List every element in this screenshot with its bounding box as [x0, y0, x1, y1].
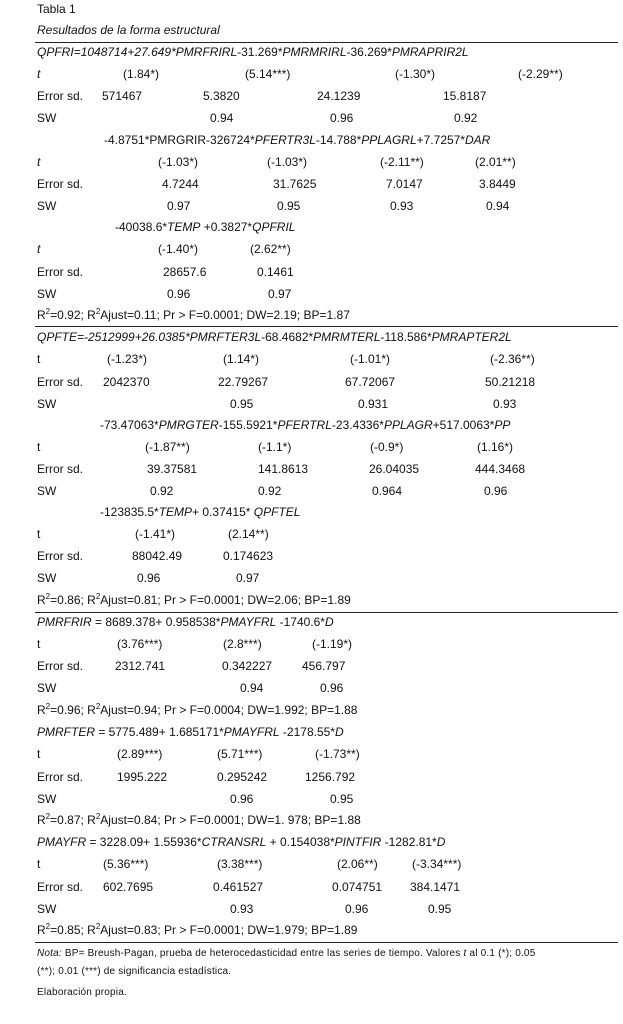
row-label-sw: SW — [37, 902, 57, 916]
fit-stats: $R^2=0.87$; $R^2Ajust=0.84$; Pr > F=0.0001; DW=1. 978; BP=1.88 — [37, 812, 361, 827]
sw-value: 0.931 — [358, 397, 389, 411]
error-value: 0.295242 — [217, 770, 268, 784]
row-label-sw: SW — [37, 792, 57, 806]
sw-value: 0.94 — [240, 681, 264, 695]
t-value: (2.14**) — [228, 527, 269, 541]
eq-qpfri-line3: -40038.6*TEMP +0.3827*QPFRIL — [115, 220, 296, 234]
t-value: (-1.03*) — [158, 155, 199, 169]
error-value: 0.174623 — [223, 549, 274, 563]
sw-value: 0.94 — [210, 111, 234, 125]
sw-value: 0.95 — [428, 902, 452, 916]
row-label-error: Error sd. — [37, 177, 84, 191]
t-value: (2.89***) — [117, 747, 163, 761]
row-label-sw: SW — [37, 484, 57, 498]
t-value: (-1.03*) — [267, 155, 308, 169]
error-value: 3.8449 — [479, 177, 516, 191]
sw-value: 0.95 — [277, 199, 301, 213]
error-value: 1995.222 — [117, 770, 168, 784]
table-caption: Resultados de la forma estructural — [37, 23, 220, 37]
error-value: 5.3820 — [203, 89, 240, 103]
t-value: (2.62**) — [250, 242, 291, 256]
error-value: 4.7244 — [162, 177, 199, 191]
error-value: 22.79267 — [218, 375, 269, 389]
error-value: 0.342227 — [222, 659, 273, 673]
sw-value: 0.97 — [236, 571, 260, 585]
fit-stats: $R^2=0.86$; $R^2Ajust=0.81$; Pr > F=0.0001; DW=2.06; BP=1.89 — [37, 592, 351, 607]
sw-value: 0.95 — [330, 792, 354, 806]
row-label-error: Error sd. — [37, 265, 84, 279]
error-value: 31.7625 — [273, 177, 317, 191]
eq-qpfri-line2: -4.8751*PMRGRIR-326724*PFERTR3L-14.788*PPLAGRL+7.7257*DAR — [104, 133, 491, 147]
error-value: 2042370 — [103, 375, 150, 389]
row-label-error: Error sd. — [37, 89, 84, 103]
t-value: (-1.01*) — [350, 352, 391, 366]
t-value: (-0.9*) — [370, 440, 404, 454]
t-value: (-1.23*) — [107, 352, 148, 366]
row-label-t: t — [37, 352, 41, 366]
table-source: Elaboración propia. — [37, 987, 127, 998]
sw-value: 0.97 — [268, 287, 292, 301]
fit-stats: $R^2=0.92$; $R^2Ajust=0.11$; Pr > F=0.0001; DW=2.19; BP=1.87 — [37, 307, 350, 322]
error-value: 7.0147 — [386, 177, 423, 191]
row-label-t: t — [37, 527, 41, 541]
t-value: (2.06**) — [337, 857, 378, 871]
row-label-sw: SW — [37, 287, 57, 301]
eq-qpfte-line1: QPFTE=-2512999+26.0385*PMRFTER3L-68.4682*PMRMTERL-118.586*PMRAPTER2L — [37, 330, 512, 344]
bottom-rule — [35, 942, 618, 943]
t-value: (2.01**) — [475, 155, 516, 169]
t-value: (-1.40*) — [158, 242, 199, 256]
t-value: (-3.34***) — [412, 857, 462, 871]
sw-value: 0.95 — [230, 397, 254, 411]
eq-qpfri-line1: QPFRI=1048714+27.649*PMRFRIRL-31.269*PMRMRIRL-36.269*PMRAPRIR2L — [37, 45, 469, 59]
error-value: 88042.49 — [132, 549, 183, 563]
row-label-t: t — [37, 637, 41, 651]
sw-value: 0.92 — [258, 484, 282, 498]
t-value: (-2.11**) — [380, 155, 424, 169]
sw-value: 0.92 — [150, 484, 174, 498]
eq-qpfte-line2: -73.47063*PMRGTER-155.5921*PFERTRL-23.4336*PPLAGR+517.0063*PP — [100, 418, 511, 432]
t-value: (1.84*) — [123, 67, 160, 81]
t-value: (5.14***) — [245, 67, 291, 81]
block-rule — [35, 326, 618, 327]
sw-value: 0.96 — [484, 484, 508, 498]
row-label-error: Error sd. — [37, 375, 84, 389]
row-label-error: Error sd. — [37, 880, 84, 894]
sw-value: 0.964 — [372, 484, 403, 498]
error-value: 571467 — [102, 89, 143, 103]
error-value: 67.72067 — [345, 375, 396, 389]
row-label-t: t — [37, 242, 41, 256]
t-value: (5.71***) — [217, 747, 263, 761]
error-value: 0.1461 — [257, 265, 294, 279]
row-label-t: t — [37, 440, 41, 454]
error-value: 50.21218 — [485, 375, 536, 389]
row-label-t: t — [37, 67, 41, 81]
sw-value: 0.92 — [454, 111, 478, 125]
t-value: (3.76***) — [117, 637, 163, 651]
sw-value: 0.93 — [390, 199, 414, 213]
t-value: (2.8***) — [223, 637, 262, 651]
t-value: (-1.30*) — [395, 67, 436, 81]
eq-pmayfr: PMAYFR = 3228.09+ 1.55936*CTRANSRL + 0.154038*PINTFIR -1282.81*D — [37, 835, 446, 849]
error-value: 141.8613 — [258, 462, 309, 476]
row-label-sw: SW — [37, 199, 57, 213]
row-label-error: Error sd. — [37, 549, 84, 563]
row-label-error: Error sd. — [37, 659, 84, 673]
t-value: (-1.1*) — [258, 440, 292, 454]
sw-value: 0.97 — [167, 199, 191, 213]
fit-stats: $R^2=0.96$; $R^2Ajust=0.94$; Pr > F=0.0004; DW=1.992; BP=1.88 — [37, 702, 358, 717]
t-value: (-1.41*) — [135, 527, 176, 541]
eq-qpfte-line3: -123835.5*TEMP+ 0.37415* QPFTEL — [100, 505, 301, 519]
table-label: Tabla 1 — [37, 2, 76, 16]
table-note: Nota: BP= Breush-Pagan, prueba de heterocedasticidad entre las series de tiempo. Valores t al 0.1 (*); 0.05 — [37, 948, 536, 959]
error-value: 456.797 — [302, 659, 346, 673]
row-label-sw: SW — [37, 681, 57, 695]
error-value: 0.074751 — [332, 880, 383, 894]
row-label-sw: SW — [37, 111, 57, 125]
error-value: 24.1239 — [317, 89, 361, 103]
error-value: 39.37581 — [147, 462, 198, 476]
row-label-sw: SW — [37, 397, 57, 411]
error-value: 1256.792 — [305, 770, 356, 784]
error-value: 602.7695 — [103, 880, 154, 894]
t-value: (-1.19*) — [312, 637, 353, 651]
eq-pmrfter: PMRFTER = 5775.489+ 1.685171*PMAYFRL -2178.55*D — [37, 725, 344, 739]
error-value: 0.461527 — [213, 880, 264, 894]
error-value: 2312.741 — [115, 659, 166, 673]
sw-value: 0.96 — [137, 571, 161, 585]
error-value: 444.3468 — [475, 462, 526, 476]
sw-value: 0.96 — [330, 111, 354, 125]
sw-value: 0.93 — [230, 902, 254, 916]
t-value: (5.36***) — [103, 857, 149, 871]
t-value: (1.14*) — [223, 352, 260, 366]
t-value: (-1.87**) — [145, 440, 190, 454]
t-value: (3.38***) — [217, 857, 263, 871]
t-value: (-1.73**) — [315, 747, 360, 761]
row-label-t: t — [37, 155, 41, 169]
error-value: 15.8187 — [443, 89, 487, 103]
error-value: 28657.6 — [163, 265, 207, 279]
eq-pmrfrir: PMRFRIR = 8689.378+ 0.958538*PMAYFRL -1740.6*D — [37, 615, 334, 629]
sw-value: 0.96 — [345, 902, 369, 916]
t-value: (-2.29**) — [518, 67, 563, 81]
error-value: 26.04035 — [369, 462, 420, 476]
row-label-error: Error sd. — [37, 770, 84, 784]
block-rule — [35, 612, 618, 613]
row-label-error: Error sd. — [37, 462, 84, 476]
sw-value: 0.96 — [320, 681, 344, 695]
error-value: 384.1471 — [410, 880, 461, 894]
table-note-cont: (**); 0.01 (***) de significancia estadística. — [37, 966, 232, 977]
row-label-t: t — [37, 857, 41, 871]
sw-value: 0.96 — [167, 287, 191, 301]
t-value: (-2.36**) — [490, 352, 535, 366]
row-label-sw: SW — [37, 571, 57, 585]
sw-value: 0.94 — [486, 199, 510, 213]
sw-value: 0.96 — [230, 792, 254, 806]
fit-stats: $R^2=0.85$; $R^2Ajust=0.83$; Pr > F=0.0001; DW=1.979; BP=1.89 — [37, 922, 358, 937]
sw-value: 0.93 — [493, 397, 517, 411]
row-label-t: t — [37, 747, 41, 761]
top-rule — [35, 42, 618, 43]
t-value: (1.16*) — [477, 440, 514, 454]
